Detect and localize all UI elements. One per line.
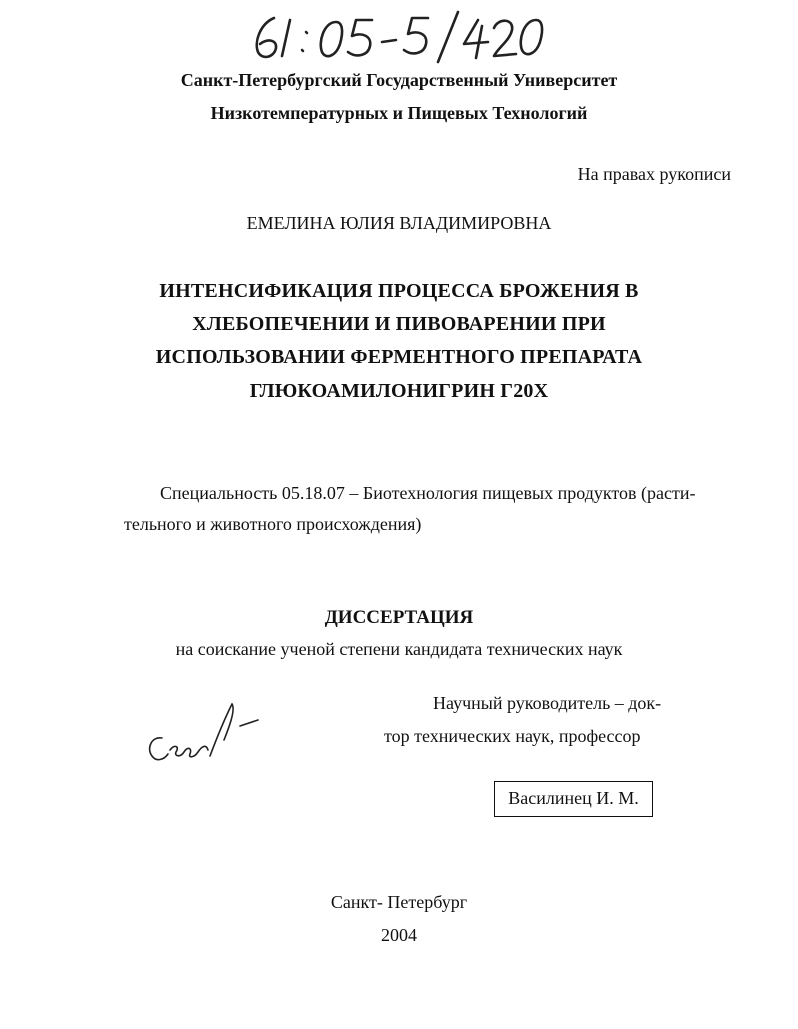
title-line-4: ГЛЮКОАМИЛОНИГРИН Г20Х: [249, 380, 549, 402]
handwritten-code-drawing: [232, 8, 552, 66]
title-line-3: ИСПОЛЬЗОВАНИИ ФЕРМЕНТНОГО ПРЕПАРАТА: [155, 346, 643, 368]
specialty-line-2: тельного и животного происхождения): [124, 514, 422, 534]
handwritten-code: [232, 8, 552, 71]
title-line-1: ИНТЕНСИФИКАЦИЯ ПРОЦЕССА БРОЖЕНИЯ В: [159, 280, 639, 302]
university-name-line-2: Низкотемпературных и Пищевых Технологий: [210, 103, 588, 123]
specialty-line-1: Специальность 05.18.07 – Биотехнология пищевых продуктов (расти-: [160, 483, 696, 503]
author-name: ЕМЕЛИНА ЮЛИЯ ВЛАДИМИРОВНА: [246, 213, 552, 233]
signature-drawing: [140, 700, 270, 772]
supervisor-title-line-1: Научный руководитель – док-: [433, 693, 662, 713]
university-name-line-1: Санкт-Петербургский Государственный Университет: [180, 70, 618, 90]
dissertation-label: ДИССЕРТАЦИЯ: [324, 607, 474, 628]
title-line-2: ХЛЕБОПЕЧЕНИИ И ПИВОВАРЕНИИ ПРИ: [192, 313, 606, 335]
supervisor-title-line-2: тор технических наук, профессор: [384, 726, 641, 746]
city: Санкт- Петербург: [330, 892, 468, 912]
signature: [140, 700, 270, 777]
manuscript-rights-note: На правах рукописи: [577, 164, 731, 184]
year: 2004: [381, 925, 417, 945]
supervisor-name-box: Василинец И. М.: [494, 781, 653, 817]
degree-text: на соискание ученой степени кандидата технических наук: [175, 639, 623, 659]
